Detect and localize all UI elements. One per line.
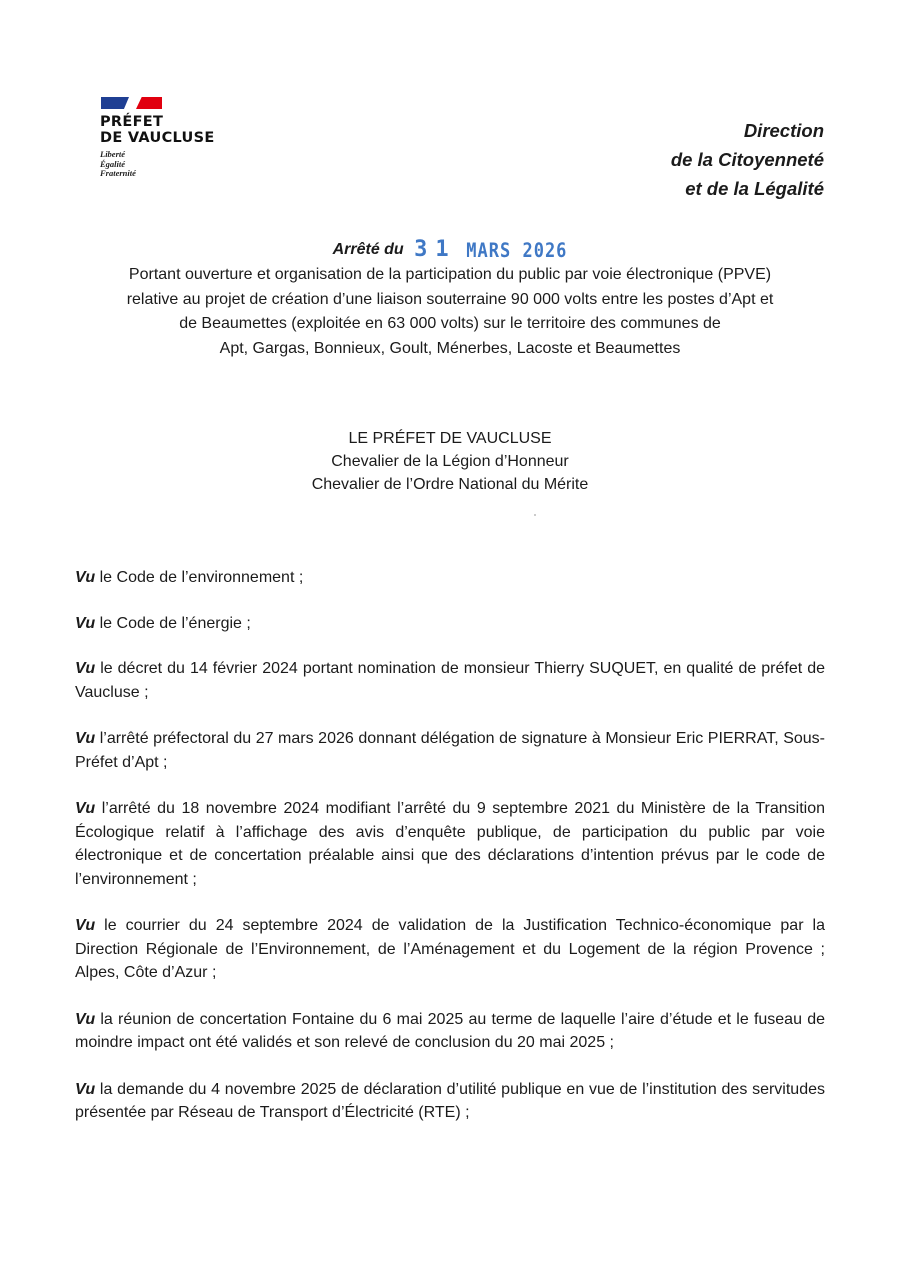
stamp-month-year: MARS 2026 (466, 239, 568, 263)
issuing-direction (524, 116, 824, 203)
direction-line1: Direction (743, 120, 824, 141)
flag-red-stripe (136, 97, 162, 109)
prefet-titles (0, 427, 900, 496)
considerant-item (75, 914, 825, 985)
marianne-flag-icon (100, 96, 162, 110)
motto-egalite: Égalité (100, 158, 126, 169)
vu-label: Vu (75, 800, 96, 817)
vu-label: Vu (75, 1080, 96, 1098)
direction-line3: et de la Légalité (685, 178, 824, 199)
prefet-honor-1: Chevalier de la Légion d’Honneur (331, 453, 569, 470)
prefecture-logo (100, 96, 300, 179)
vu-label: Vu (75, 660, 96, 677)
considerants-list (75, 566, 825, 1125)
considerant-item (75, 612, 825, 636)
motto-liberte: Liberté (100, 149, 126, 159)
considerant-item (75, 566, 825, 590)
considerant-item (75, 797, 825, 891)
vu-label: Vu (75, 614, 96, 632)
direction-line2: de la Citoyenneté (670, 149, 824, 170)
considerant-text: la réunion de concertation Fontaine du 6 mai 2025 au terme de laquelle l’aire d’étude et le fuseau de moindre impact ont été validés et son relevé de conclusion du 20 mai 2025 ; (75, 1010, 825, 1051)
arrete-date-line (0, 237, 900, 262)
vu-label: Vu (75, 730, 96, 747)
subject-line: relative au projet de création d’une liaison souterraine 90 000 volts entre les postes d’Apt et (126, 290, 774, 308)
republic-motto (100, 150, 300, 179)
date-stamp (414, 237, 567, 262)
flag-blue-stripe (101, 97, 129, 109)
motto-fraternite: Fraternité (100, 168, 136, 178)
vu-label: Vu (75, 917, 96, 934)
subject-line: de Beaumettes (exploitée en 63 000 volts) sur le territoire des communes de (179, 315, 721, 332)
vu-label: Vu (75, 1010, 96, 1028)
arrete-subject (70, 263, 830, 361)
scan-speck (534, 514, 536, 516)
prefecture-name (100, 114, 300, 146)
subject-line: Apt, Gargas, Bonnieux, Goult, Ménerbes, Lacoste et Beaumettes (219, 339, 681, 357)
prefecture-name-line2: DE VAUCLUSE (100, 130, 215, 146)
considerant-item (75, 1008, 825, 1055)
considerant-text: le Code de l’énergie ; (99, 614, 251, 632)
arrete-label: Arrêté du (332, 240, 404, 258)
considerant-text: la demande du 4 novembre 2025 de déclaration d’utilité publique en vue de l’institution des servitudes présentée par Réseau de Transport d’Électricité (RTE) ; (75, 1080, 825, 1121)
considerant-text: le courrier du 24 septembre 2024 de validation de la Justification Technico-économique par la Direction Régionale de l’Environnement, de l’Aménagement et du Logement de la région Provence ; Alpes, Côte d’Azur ; (75, 917, 825, 981)
considerant-item (75, 1078, 825, 1125)
prefet-title: LE PRÉFET DE VAUCLUSE (348, 430, 552, 447)
prefecture-name-line1: PRÉFET (100, 114, 164, 130)
considerant-text: l’arrêté préfectoral du 27 mars 2026 donnant délégation de signature à Monsieur Eric PIERRAT, Sous-Préfet d’Apt ; (75, 730, 825, 771)
considerant-text: l’arrêté du 18 novembre 2024 modifiant l’arrêté du 9 septembre 2021 du Ministère de la Transition Écologique relatif à l’affichage des avis d’enquête publique, de participation du public par voie électronique et de concertation préalable ainsi que des déclarations d’intention prévus par le code de l’environnement ; (75, 800, 826, 888)
considerant-text: le décret du 14 février 2024 portant nomination de monsieur Thierry SUQUET, en qualité de préfet de Vaucluse ; (75, 660, 825, 701)
subject-line: Portant ouverture et organisation de la participation du public par voie électronique (PPVE) (128, 266, 772, 283)
stamp-day: 31 (414, 237, 457, 262)
considerant-text: le Code de l’environnement ; (99, 569, 304, 586)
considerant-item (75, 657, 825, 704)
considerant-item (75, 727, 825, 774)
vu-label: Vu (75, 569, 96, 586)
prefet-honor-2: Chevalier de l’Ordre National du Mérite (311, 476, 589, 493)
